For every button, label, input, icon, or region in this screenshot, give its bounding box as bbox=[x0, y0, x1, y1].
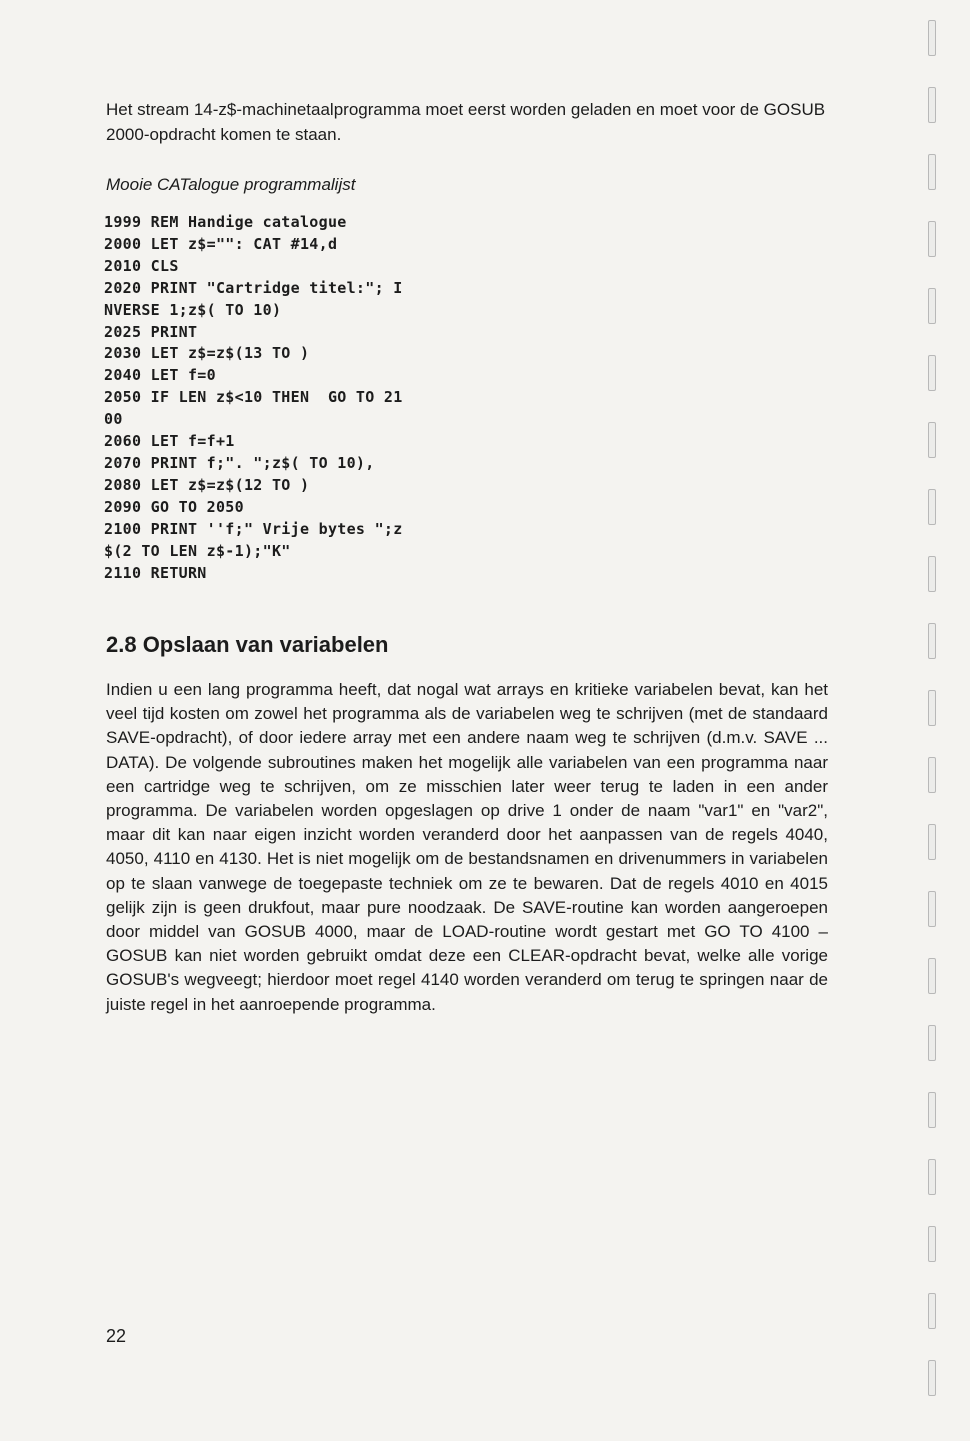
binding-ring bbox=[928, 824, 936, 860]
binding-ring bbox=[928, 1360, 936, 1396]
listing-title: Mooie CATalogue programmalijst bbox=[106, 175, 356, 194]
binding-ring bbox=[928, 623, 936, 659]
section-body bbox=[106, 678, 828, 1017]
code-line: 2070 PRINT f;". ";z$( TO 10), bbox=[104, 453, 375, 472]
code-line: 2040 LET f=0 bbox=[104, 366, 216, 385]
code-line: 2050 IF LEN z$<10 THEN GO TO 21 bbox=[104, 388, 403, 407]
intro-paragraph bbox=[106, 98, 828, 147]
binding-ring bbox=[928, 757, 936, 793]
code-line: 2100 PRINT ''f;" Vrije bytes ";z bbox=[104, 519, 403, 538]
code-line: 2025 PRINT bbox=[104, 322, 198, 341]
binding-ring bbox=[928, 288, 936, 324]
binding-ring bbox=[928, 221, 936, 257]
code-line: 2080 LET z$=z$(12 TO ) bbox=[104, 475, 310, 494]
binding-ring bbox=[928, 355, 936, 391]
code-line: 2090 GO TO 2050 bbox=[104, 497, 244, 516]
code-line: $(2 TO LEN z$-1);"K" bbox=[104, 541, 291, 560]
binding-ring bbox=[928, 1092, 936, 1128]
code-line: 2030 LET z$=z$(13 TO ) bbox=[104, 344, 310, 363]
code-line: 2110 RETURN bbox=[104, 563, 207, 582]
code-line: 2060 LET f=f+1 bbox=[104, 432, 235, 451]
binding-ring bbox=[928, 1226, 936, 1262]
code-line: 2000 LET z$="": CAT #14,d bbox=[104, 234, 338, 253]
binding-ring bbox=[928, 20, 936, 56]
binding-ring bbox=[928, 556, 936, 592]
code-line: 2010 CLS bbox=[104, 256, 179, 275]
binding-ring bbox=[928, 891, 936, 927]
section-heading: 2.8 Opslaan van variabelen bbox=[106, 632, 389, 657]
page-number: 22 bbox=[106, 1326, 127, 1346]
body-paragraph: Indien u een lang programma heeft, dat nogal wat arrays en kritieke variabelen bevat, kan het veel tijd kosten om zowel het programma als de variabelen weg te schrijven (met de standaard SAVE-opdracht), of door iedere array met een andere naam weg te schrijven (d.m.v. SAVE ... DATA). De volgende subroutines maken het mogelijk alle variabelen van een programma naar een cartridge weg te schrijven, om ze misschien later weer terug te laden in een ander programma. De variabelen worden opgeslagen op drive 1 onder de naam "var1" en "var2", maar dit kan naar eigen inzicht worden veranderd door het aanpassen van de regels 4040, 4050, 4110 en 4130. Het is niet mogelijk om de bestandsnamen en drivenummers in variabelen op te slaan vanwege de toegepaste techniek om ze te bewaren. Dat de regels 4010 en 4015 gelijk zijn is geen drukfout, maar pure noodzaak. De SAVE-routine kan worden aangeroepen door middel van GOSUB 4000, maar de LOAD-routine wordt gestart met GO TO 4100 – GOSUB kan niet worden gebruikt omdat deze een CLEAR-opdracht bevat, welke alle vorige GOSUB's wegveegt; hierdoor moet regel 4140 worden veranderd om terug te springen naar de juiste regel in het aanroepende programma. bbox=[106, 680, 828, 1014]
code-line: NVERSE 1;z$( TO 10) bbox=[104, 300, 282, 319]
binding-ring bbox=[928, 690, 936, 726]
code-line: 00 bbox=[104, 410, 123, 429]
code-listing bbox=[104, 212, 564, 584]
binding-ring bbox=[928, 1159, 936, 1195]
code-line: 1999 REM Handige catalogue bbox=[104, 213, 347, 231]
code-line: 2020 PRINT "Cartridge titel:"; I bbox=[104, 278, 403, 297]
binding-ring bbox=[928, 422, 936, 458]
binding-ring bbox=[928, 1293, 936, 1329]
spiral-binding bbox=[918, 0, 948, 1441]
binding-ring bbox=[928, 958, 936, 994]
binding-ring bbox=[928, 1025, 936, 1061]
binding-ring bbox=[928, 87, 936, 123]
binding-ring bbox=[928, 154, 936, 190]
binding-ring bbox=[928, 489, 936, 525]
intro-text: Het stream 14-z$-machinetaalprogramma moet eerst worden geladen en moet voor de GOSUB 2000-opdracht komen te staan. bbox=[106, 100, 826, 144]
